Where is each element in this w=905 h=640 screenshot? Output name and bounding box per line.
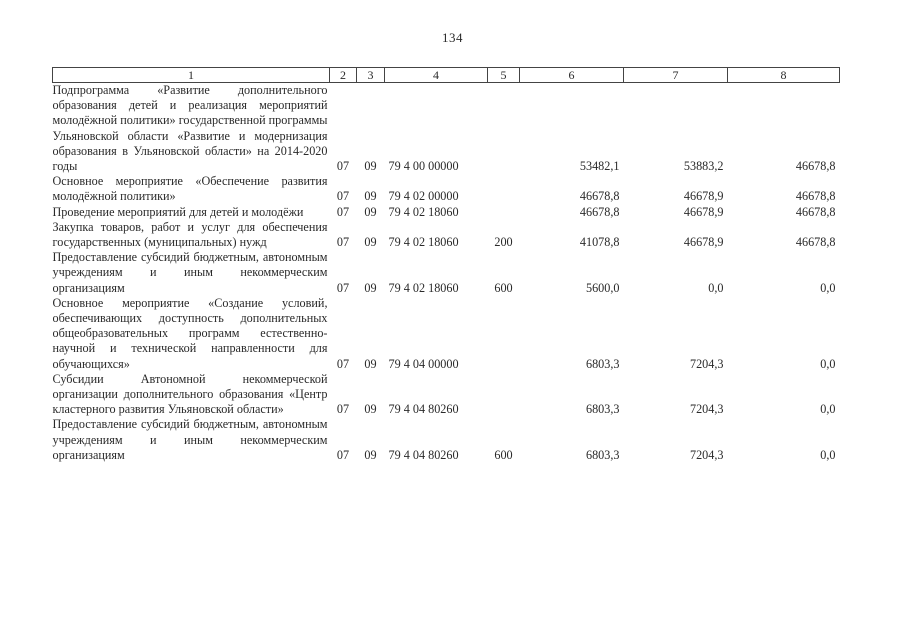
row-section: 07 (336, 447, 350, 462)
header-col-7: 7 (624, 68, 728, 83)
table-row (53, 250, 840, 296)
header-col-1: 1 (53, 68, 330, 83)
row-name: Предоставление субсидий бюджетным, автономным учреждениям и иным некоммерческим организациям (52, 417, 328, 462)
header-col-3: 3 (357, 68, 385, 83)
row-expense-type (488, 83, 520, 175)
row-name: Предоставление субсидий бюджетным, автономным учреждениям и иным некоммерческим организациям (52, 250, 328, 295)
row-subsection: 09 (364, 204, 377, 219)
row-section: 07 (336, 204, 350, 219)
row-expense-type: 600 (494, 280, 513, 295)
header-col-6: 6 (520, 68, 624, 83)
row-subsection: 09 (364, 402, 377, 417)
row-value-col8: 46678,8 (795, 189, 836, 204)
row-value-col6: 6803,3 (585, 356, 620, 371)
table-row (53, 296, 840, 372)
row-target-article: 79 4 02 18060 (388, 280, 459, 295)
row-target-article: 79 4 04 00000 (388, 356, 459, 371)
row-value-col8: 0,0 (820, 402, 836, 417)
row-value-col6: 6803,3 (585, 402, 620, 417)
row-value-col6: 5600,0 (585, 280, 620, 295)
header-col-5: 5 (488, 68, 520, 83)
row-target-article: 79 4 04 80260 (388, 402, 459, 417)
table-row (53, 205, 840, 220)
row-value-col8: 0,0 (820, 447, 836, 462)
row-name: Основное мероприятие «Создание условий, обеспечивающих доступность дополнительных общеобразовательных программ естественно-научной и технической направленности для обучающихся» (52, 295, 328, 371)
row-value-col7: 0,0 (708, 280, 724, 295)
row-value-col8: 0,0 (820, 356, 836, 371)
row-expense-type: 200 (494, 235, 513, 250)
row-subsection: 09 (364, 235, 377, 250)
row-value-col6: 53482,1 (579, 159, 620, 174)
row-subsection: 09 (364, 159, 377, 174)
table-row (53, 174, 840, 204)
header-col-2: 2 (330, 68, 357, 83)
row-target-article: 79 4 02 00000 (388, 189, 459, 204)
row-section: 07 (336, 235, 350, 250)
row-expense-type (488, 296, 520, 372)
table-body (53, 83, 840, 464)
table-header (53, 68, 840, 83)
row-target-article: 79 4 02 18060 (388, 204, 459, 219)
row-section: 07 (336, 189, 350, 204)
row-target-article: 79 4 04 80260 (388, 447, 459, 462)
row-value-col8: 0,0 (820, 280, 836, 295)
header-col-4: 4 (385, 68, 488, 83)
row-value-col6: 46678,8 (579, 204, 620, 219)
row-subsection: 09 (364, 280, 377, 295)
table-row (53, 220, 840, 250)
row-name: Закупка товаров, работ и услуг для обеспечения государственных (муниципальных) нужд (52, 219, 328, 250)
table-row (53, 83, 840, 175)
row-section: 07 (336, 280, 350, 295)
row-value-col6: 6803,3 (585, 447, 620, 462)
table-row (53, 417, 840, 463)
row-value-col7: 46678,9 (683, 204, 724, 219)
header-col-8: 8 (728, 68, 840, 83)
row-section: 07 (336, 159, 350, 174)
row-name: Проведение мероприятий для детей и молодёжи (52, 204, 304, 219)
row-value-col6: 41078,8 (579, 235, 620, 250)
row-name: Основное мероприятие «Обеспечение развития молодёжной политики» (52, 174, 328, 204)
row-target-article: 79 4 02 18060 (388, 235, 459, 250)
row-expense-type (488, 205, 520, 220)
row-subsection: 09 (364, 447, 377, 462)
row-value-col8: 46678,8 (795, 159, 836, 174)
row-value-col7: 7204,3 (689, 356, 724, 371)
row-target-article: 79 4 00 00000 (388, 159, 459, 174)
row-value-col7: 46678,9 (683, 235, 724, 250)
row-value-col8: 46678,8 (795, 235, 836, 250)
row-expense-type (488, 174, 520, 204)
row-value-col7: 7204,3 (689, 402, 724, 417)
row-value-col7: 46678,9 (683, 189, 724, 204)
budget-table (52, 67, 840, 463)
row-name: Подпрограмма «Развитие дополнительного образования детей и реализация мероприятий молодёжной политики» государственной программы Ульяновской области «Развитие и модернизация образования в Ульяновской области» на 2014-2020 годы (52, 83, 328, 174)
row-name: Субсидии Автономной некоммерческой организации дополнительного образования «Центр кластерного развития Ульяновской области» (52, 371, 328, 417)
row-subsection: 09 (364, 189, 377, 204)
header-row (53, 68, 840, 83)
row-subsection: 09 (364, 356, 377, 371)
row-value-col7: 7204,3 (689, 447, 724, 462)
table-row (53, 372, 840, 418)
row-value-col8: 46678,8 (795, 204, 836, 219)
row-section: 07 (336, 402, 350, 417)
row-expense-type (488, 372, 520, 418)
row-expense-type: 600 (494, 447, 513, 462)
row-value-col6: 46678,8 (579, 189, 620, 204)
row-section: 07 (336, 356, 350, 371)
row-value-col7: 53883,2 (683, 159, 724, 174)
page-number: 134 (442, 30, 463, 45)
